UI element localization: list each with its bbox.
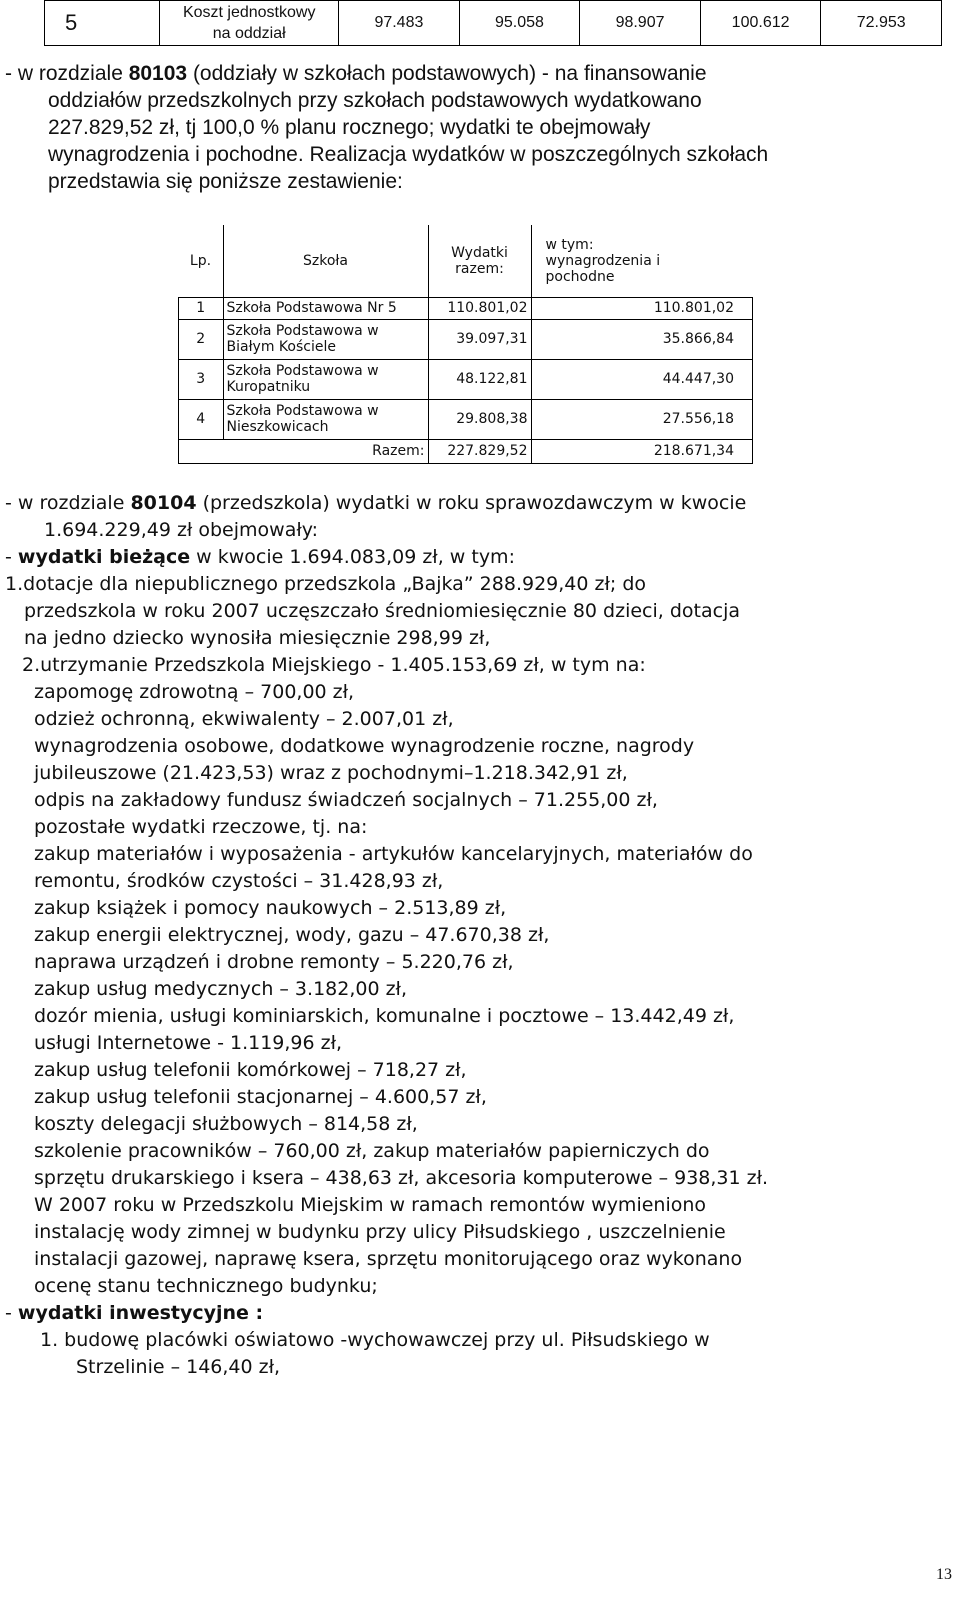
- paragraph-line: przedszkola w roku 2007 uczęszczało średniomiesięcznie 80 dzieci, dotacja: [24, 600, 740, 622]
- row-lp: 4: [179, 399, 224, 439]
- school-expenses-table: [178, 225, 753, 464]
- list-item: zakup materiałów i wyposażenia - artykułów kancelaryjnych, materiałów do: [34, 843, 753, 865]
- row-total: 110.801,02: [428, 297, 531, 319]
- list-item: szkolenie pracowników – 760,00 zł, zakup materiałów papierniczych do: [34, 1140, 710, 1162]
- table-row: [179, 399, 753, 439]
- row-total: 39.097,31: [428, 319, 531, 359]
- table-row: [179, 359, 753, 399]
- list-item: pozostałe wydatki rzeczowe, tj. na:: [34, 816, 368, 838]
- cost-table: [44, 0, 942, 46]
- chapter-code: 80104: [130, 492, 197, 514]
- table-row: [45, 1, 942, 46]
- value-cell: 100.612: [700, 1, 821, 46]
- list-item: wynagrodzenia osobowe, dodatkowe wynagrodzenie roczne, nagrody: [34, 735, 695, 757]
- row-school: Szkoła Podstawowa Nr 5: [223, 297, 428, 319]
- list-item: odzież ochronną, ekwiwalenty – 2.007,01 zł,: [34, 708, 454, 730]
- row-school: Szkoła Podstawowa w Białym Kościele: [223, 319, 428, 359]
- list-item: koszty delegacji służbowych – 814,58 zł,: [34, 1113, 418, 1135]
- sum-total: 227.829,52: [428, 439, 531, 463]
- list-item: zakup usług telefonii stacjonarnej – 4.600,57 zł,: [34, 1086, 487, 1108]
- list-item: odpis na zakładowy fundusz świadczeń socjalnych – 71.255,00 zł,: [34, 789, 658, 811]
- paragraph-line: wynagrodzenia i pochodne. Realizacja wydatków w poszczególnych szkołach: [48, 143, 769, 166]
- paragraph-line: - wydatki bieżące w kwocie 1.694.083,09 zł, w tym:: [5, 546, 515, 568]
- list-item: naprawa urządzeń i drobne remonty – 5.220,76 zł,: [34, 951, 514, 973]
- paragraph-line: 1.694.229,49 zł obejmowały:: [44, 519, 318, 541]
- row-wages: 35.866,84: [531, 319, 753, 359]
- list-item: ocenę stanu technicznego budynku;: [34, 1275, 378, 1297]
- row-number: 5: [45, 1, 160, 46]
- investment-expenses-heading: wydatki inwestycyjne :: [17, 1302, 264, 1324]
- list-item: zakup energii elektrycznej, wody, gazu – 47.670,38 zł,: [34, 924, 550, 946]
- paragraph-line: 1. budowę placówki oświatowo -wychowawczej przy ul. Piłsudskiego w: [40, 1329, 710, 1351]
- row-wages: 110.801,02: [531, 297, 753, 319]
- paragraph-line: oddziałów przedszkolnych przy szkołach podstawowych wydatkowano: [48, 89, 702, 112]
- list-item: remontu, środków czystości – 31.428,93 zł,: [34, 870, 444, 892]
- paragraph-line: 1.dotacje dla niepublicznego przedszkola „Bajka” 288.929,40 zł; do: [5, 573, 647, 595]
- row-lp: 3: [179, 359, 224, 399]
- paragraph-line: 2.utrzymanie Przedszkola Miejskiego - 1.405.153,69 zł, w tym na:: [22, 654, 646, 676]
- row-total: 29.808,38: [428, 399, 531, 439]
- row-school: Szkoła Podstawowa w Nieszkowicach: [223, 399, 428, 439]
- current-expenses-heading: wydatki bieżące: [17, 546, 191, 568]
- paragraph-line: - w rozdziale 80103 (oddziały w szkołach podstawowych) - na finansowanie: [5, 62, 707, 85]
- list-item: dozór mienia, usługi kominiarskich, komunalne i pocztowe – 13.442,49 zł,: [34, 1005, 735, 1027]
- header-total: Wydatki razem:: [428, 225, 531, 297]
- row-wages: 44.447,30: [531, 359, 753, 399]
- value-cell: 72.953: [821, 1, 942, 46]
- value-cell: 98.907: [580, 1, 701, 46]
- list-item: instalację wody zimnej w budynku przy ulicy Piłsudskiego , uszczelnienie: [34, 1221, 726, 1243]
- table-sum-row: [179, 439, 753, 463]
- paragraph-line: Strzelinie – 146,40 zł,: [76, 1356, 281, 1378]
- table-row: [179, 319, 753, 359]
- list-item: usługi Internetowe - 1.119,96 zł,: [34, 1032, 343, 1054]
- list-item: zakup usług medycznych – 3.182,00 zł,: [34, 978, 407, 1000]
- row-lp: 2: [179, 319, 224, 359]
- row-lp: 1: [179, 297, 224, 319]
- header-wages: w tym: wynagrodzenia i pochodne: [531, 225, 753, 297]
- row-label-line1: Koszt jednostkowy: [182, 4, 316, 21]
- row-school: Szkoła Podstawowa w Kuropatniku: [223, 359, 428, 399]
- page-number: 13: [936, 1566, 952, 1583]
- row-wages: 27.556,18: [531, 399, 753, 439]
- table-row: [179, 297, 753, 319]
- row-label: [160, 1, 339, 46]
- list-item: zakup książek i pomocy naukowych – 2.513,89 zł,: [34, 897, 507, 919]
- header-school: Szkoła: [223, 225, 428, 297]
- row-label-line2: na oddział: [212, 25, 286, 42]
- paragraph-line: 227.829,52 zł, tj 100,0 % planu rocznego; wydatki te obejmowały: [48, 116, 651, 139]
- paragraph-line: - w rozdziale 80104 (przedszkola) wydatki w roku sprawozdawczym w kwocie: [5, 492, 747, 514]
- list-item: jubileuszowe (21.423,53) wraz z pochodnymi–1.218.342,91 zł,: [34, 762, 628, 784]
- header-lp: Lp.: [179, 225, 224, 297]
- row-total: 48.122,81: [428, 359, 531, 399]
- value-cell: 97.483: [339, 1, 460, 46]
- sum-wages: 218.671,34: [531, 439, 753, 463]
- table-header-row: [179, 225, 753, 297]
- list-item: zapomogę zdrowotną – 700,00 zł,: [34, 681, 355, 703]
- sum-label: Razem:: [179, 439, 429, 463]
- list-item: instalacji gazowej, naprawę ksera, sprzętu monitorującego oraz wykonano: [34, 1248, 743, 1270]
- list-item: zakup usług telefonii komórkowej – 718,27 zł,: [34, 1059, 467, 1081]
- list-item: W 2007 roku w Przedszkolu Miejskim w ramach remontów wymieniono: [34, 1194, 707, 1216]
- value-cell: 95.058: [459, 1, 580, 46]
- list-item: sprzętu drukarskiego i ksera – 438,63 zł, akcesoria komputerowe – 938,31 zł.: [34, 1167, 769, 1189]
- paragraph-line: przedstawia się poniższe zestawienie:: [48, 170, 403, 193]
- paragraph-line: na jedno dziecko wynosiła miesięcznie 298,99 zł,: [24, 627, 491, 649]
- paragraph-line: - wydatki inwestycyjne :: [5, 1302, 264, 1324]
- chapter-code: 80103: [128, 62, 188, 85]
